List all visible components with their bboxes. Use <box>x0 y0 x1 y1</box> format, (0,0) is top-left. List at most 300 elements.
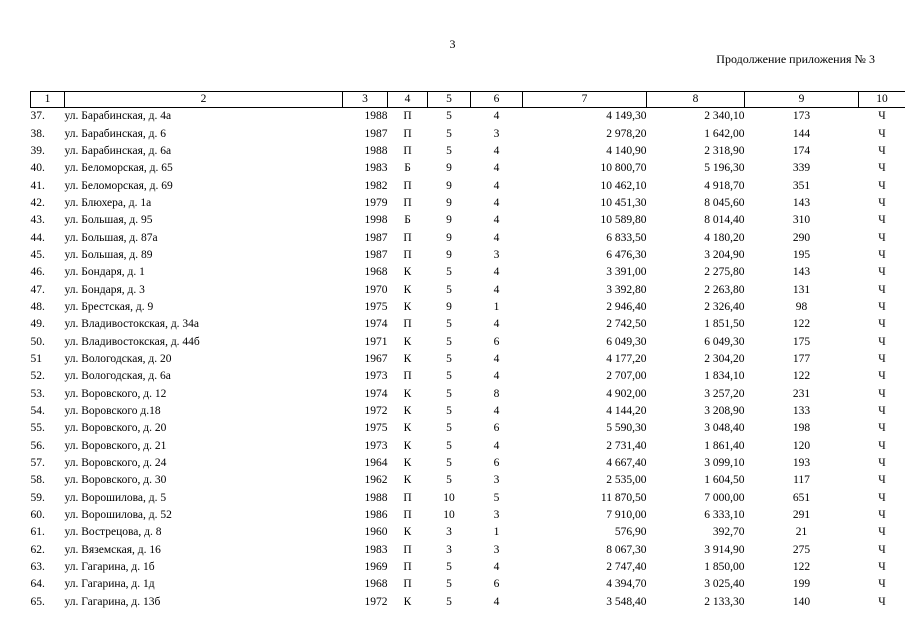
table-row <box>31 559 905 576</box>
cell-total-area: 4 144,20 <box>606 405 647 418</box>
cell-floors: 9 <box>446 248 452 261</box>
table-row <box>31 299 905 316</box>
cell-address: ул. Ворошилова, д. 5 <box>64 491 167 504</box>
cell-total-area: 2 742,50 <box>606 318 647 331</box>
cell-address: ул. Гагарина, д. 1д <box>64 578 155 591</box>
cell-address: ул. Беломорская, д. 69 <box>64 179 173 192</box>
cell-floors: 5 <box>446 144 452 157</box>
cell-residents: 21 <box>795 526 808 539</box>
cell-residents: 290 <box>792 231 811 244</box>
cell-row-number: 54. <box>30 405 45 418</box>
cell-floors: 5 <box>446 370 452 383</box>
cell-wall-material: К <box>403 422 412 435</box>
cell-entrances: 4 <box>493 179 500 192</box>
cell-status: Ч <box>878 335 886 348</box>
cell-entrances: 3 <box>493 248 500 261</box>
table-row <box>31 125 905 142</box>
cell-row-number: 41. <box>30 179 45 192</box>
cell-entrances: 3 <box>493 543 500 556</box>
cell-floors: 5 <box>446 387 452 400</box>
cell-residents: 231 <box>792 387 811 400</box>
cell-address: ул. Бондаря, д. 1 <box>64 266 145 279</box>
cell-living-area: 1 834,10 <box>704 370 745 383</box>
cell-wall-material: К <box>403 335 412 348</box>
table-row <box>31 143 905 160</box>
cell-floors: 5 <box>446 110 452 123</box>
cell-row-number: 51 <box>30 352 42 365</box>
table-row <box>31 438 905 455</box>
cell-total-area: 3 391,00 <box>606 266 647 279</box>
cell-total-area: 2 535,00 <box>606 474 647 487</box>
cell-year-built: 1975 <box>364 422 388 435</box>
cell-year-built: 1973 <box>364 439 388 452</box>
cell-year-built: 1988 <box>364 110 388 123</box>
cell-year-built: 1979 <box>364 196 388 209</box>
cell-entrances: 6 <box>493 335 500 348</box>
cell-wall-material: П <box>403 491 412 504</box>
cell-status: Ч <box>878 352 886 365</box>
table-row <box>31 455 905 472</box>
cell-residents: 143 <box>792 266 811 279</box>
cell-living-area: 1 851,50 <box>704 318 745 331</box>
cell-living-area: 1 604,50 <box>704 474 745 487</box>
cell-wall-material: П <box>403 179 412 192</box>
table-row <box>31 212 905 229</box>
cell-living-area: 4 918,70 <box>704 179 745 192</box>
cell-living-area: 1 861,40 <box>704 439 745 452</box>
cell-total-area: 10 451,30 <box>600 196 647 209</box>
cell-residents: 133 <box>792 405 811 418</box>
cell-living-area: 1 850,00 <box>704 561 745 574</box>
cell-floors: 5 <box>446 457 452 470</box>
cell-floors: 5 <box>446 561 452 574</box>
cell-total-area: 576,90 <box>614 526 647 539</box>
cell-row-number: 37. <box>30 110 45 123</box>
table-row <box>31 247 905 264</box>
cell-entrances: 6 <box>493 422 500 435</box>
cell-residents: 310 <box>792 214 811 227</box>
cell-year-built: 1972 <box>364 405 388 418</box>
column-header: 4 <box>388 92 428 108</box>
cell-row-number: 40. <box>30 162 45 175</box>
cell-total-area: 7 910,00 <box>606 509 647 522</box>
cell-status: Ч <box>878 422 886 435</box>
column-header: 6 <box>471 92 523 108</box>
cell-status: Ч <box>878 231 886 244</box>
table-row <box>31 420 905 437</box>
cell-residents: 177 <box>792 352 811 365</box>
cell-living-area: 6 333,10 <box>704 509 745 522</box>
cell-floors: 5 <box>446 474 452 487</box>
cell-status: Ч <box>878 127 886 140</box>
cell-status: Ч <box>878 526 886 539</box>
cell-year-built: 1987 <box>364 248 388 261</box>
cell-entrances: 4 <box>493 283 500 296</box>
cell-year-built: 1998 <box>364 214 388 227</box>
cell-residents: 144 <box>792 127 811 140</box>
cell-address: ул. Владивостокская, д. 34а <box>64 318 200 331</box>
cell-year-built: 1988 <box>364 491 388 504</box>
cell-living-area: 5 196,30 <box>704 162 745 175</box>
cell-entrances: 4 <box>493 110 500 123</box>
cell-year-built: 1969 <box>364 561 388 574</box>
table-row <box>31 177 905 194</box>
cell-row-number: 44. <box>30 231 45 244</box>
cell-total-area: 4 149,30 <box>606 110 647 123</box>
column-header: 9 <box>745 92 859 108</box>
cell-entrances: 4 <box>493 595 500 608</box>
cell-total-area: 4 902,00 <box>606 387 647 400</box>
cell-living-area: 8 045,60 <box>704 196 745 209</box>
cell-address: ул. Беломорская, д. 65 <box>64 162 173 175</box>
cell-wall-material: П <box>403 127 412 140</box>
table-row <box>31 472 905 489</box>
cell-row-number: 52. <box>30 370 45 383</box>
cell-address: ул. Бондаря, д. 3 <box>64 283 145 296</box>
cell-wall-material: К <box>403 474 412 487</box>
cell-entrances: 4 <box>493 144 500 157</box>
cell-residents: 173 <box>792 110 811 123</box>
cell-entrances: 8 <box>493 387 500 400</box>
table-header <box>31 92 905 108</box>
cell-wall-material: К <box>403 457 412 470</box>
cell-row-number: 56. <box>30 439 45 452</box>
cell-year-built: 1987 <box>364 231 388 244</box>
cell-floors: 5 <box>446 335 452 348</box>
cell-floors: 9 <box>446 196 452 209</box>
cell-total-area: 4 394,70 <box>606 578 647 591</box>
cell-address: ул. Ворошилова, д. 52 <box>64 509 172 522</box>
cell-year-built: 1972 <box>364 595 388 608</box>
cell-row-number: 38. <box>30 127 45 140</box>
cell-wall-material: П <box>403 318 412 331</box>
cell-floors: 5 <box>446 127 452 140</box>
cell-floors: 3 <box>446 526 452 539</box>
cell-residents: 175 <box>792 335 811 348</box>
cell-address: ул. Вологодская, д. 6а <box>64 370 171 383</box>
table-row <box>31 108 905 126</box>
cell-wall-material: Б <box>404 214 411 227</box>
cell-entrances: 5 <box>493 491 500 504</box>
cell-wall-material: К <box>403 283 412 296</box>
cell-total-area: 8 067,30 <box>606 543 647 556</box>
cell-residents: 339 <box>792 162 811 175</box>
cell-total-area: 2 946,40 <box>606 300 647 313</box>
cell-floors: 5 <box>446 578 452 591</box>
cell-floors: 5 <box>446 352 452 365</box>
cell-total-area: 2 978,20 <box>606 127 647 140</box>
cell-status: Ч <box>878 491 886 504</box>
cell-entrances: 3 <box>493 127 500 140</box>
cell-wall-material: К <box>403 387 412 400</box>
cell-residents: 199 <box>792 578 811 591</box>
cell-total-area: 5 590,30 <box>606 422 647 435</box>
cell-year-built: 1983 <box>364 543 388 556</box>
column-header: 10 <box>859 92 905 108</box>
cell-residents: 351 <box>792 179 811 192</box>
cell-living-area: 3 914,90 <box>704 543 745 556</box>
cell-row-number: 49. <box>30 318 45 331</box>
cell-row-number: 50. <box>30 335 45 348</box>
cell-row-number: 59. <box>30 491 45 504</box>
cell-row-number: 55. <box>30 422 45 435</box>
cell-entrances: 4 <box>493 561 500 574</box>
cell-year-built: 1968 <box>364 266 388 279</box>
cell-address: ул. Большая, д. 95 <box>64 214 153 227</box>
cell-row-number: 39. <box>30 144 45 157</box>
table-row <box>31 264 905 281</box>
cell-entrances: 4 <box>493 318 500 331</box>
cell-residents: 140 <box>792 595 811 608</box>
column-header: 2 <box>65 92 343 108</box>
table-row <box>31 507 905 524</box>
cell-floors: 5 <box>446 266 452 279</box>
cell-total-area: 3 548,40 <box>606 595 647 608</box>
cell-residents: 122 <box>792 370 811 383</box>
cell-entrances: 4 <box>493 214 500 227</box>
table-row <box>31 281 905 298</box>
cell-residents: 291 <box>792 509 811 522</box>
table-row <box>31 576 905 593</box>
cell-floors: 10 <box>443 509 455 522</box>
cell-entrances: 4 <box>493 162 500 175</box>
cell-floors: 5 <box>446 318 452 331</box>
cell-living-area: 1 642,00 <box>704 127 745 140</box>
cell-status: Ч <box>878 300 886 313</box>
cell-status: Ч <box>878 405 886 418</box>
cell-year-built: 1970 <box>364 283 388 296</box>
cell-row-number: 47. <box>30 283 45 296</box>
cell-entrances: 3 <box>493 509 500 522</box>
table-row <box>31 386 905 403</box>
cell-year-built: 1964 <box>364 457 388 470</box>
cell-total-area: 11 870,50 <box>600 491 647 504</box>
cell-year-built: 1987 <box>364 127 388 140</box>
cell-status: Ч <box>878 561 886 574</box>
cell-wall-material: К <box>403 405 412 418</box>
table-row <box>31 594 905 611</box>
cell-living-area: 3 099,10 <box>704 457 745 470</box>
cell-year-built: 1982 <box>364 179 388 192</box>
cell-residents: 131 <box>792 283 811 296</box>
cell-wall-material: П <box>403 231 412 244</box>
cell-living-area: 392,70 <box>712 526 745 539</box>
cell-living-area: 2 133,30 <box>704 595 745 608</box>
cell-status: Ч <box>878 387 886 400</box>
cell-entrances: 4 <box>493 352 500 365</box>
cell-entrances: 1 <box>493 300 500 313</box>
cell-wall-material: П <box>403 110 412 123</box>
cell-address: ул. Воровского, д. 21 <box>64 439 167 452</box>
cell-status: Ч <box>878 196 886 209</box>
cell-floors: 10 <box>443 491 455 504</box>
cell-address: ул. Брестская, д. 9 <box>64 300 154 313</box>
cell-total-area: 6 049,30 <box>606 335 647 348</box>
cell-entrances: 6 <box>493 457 500 470</box>
cell-row-number: 64. <box>30 578 45 591</box>
column-header: 8 <box>647 92 745 108</box>
cell-entrances: 4 <box>493 231 500 244</box>
cell-living-area: 4 180,20 <box>704 231 745 244</box>
cell-row-number: 63. <box>30 561 45 574</box>
cell-floors: 9 <box>446 214 452 227</box>
cell-floors: 5 <box>446 595 452 608</box>
cell-entrances: 3 <box>493 474 500 487</box>
cell-wall-material: Б <box>404 162 411 175</box>
column-header: 3 <box>343 92 388 108</box>
cell-wall-material: К <box>403 595 412 608</box>
cell-address: ул. Вяземская, д. 16 <box>64 543 161 556</box>
cell-living-area: 2 304,20 <box>704 352 745 365</box>
cell-status: Ч <box>878 474 886 487</box>
cell-status: Ч <box>878 543 886 556</box>
cell-residents: 275 <box>792 543 811 556</box>
cell-floors: 5 <box>446 405 452 418</box>
cell-row-number: 45. <box>30 248 45 261</box>
cell-status: Ч <box>878 214 886 227</box>
cell-living-area: 3 025,40 <box>704 578 745 591</box>
cell-entrances: 4 <box>493 196 500 209</box>
cell-residents: 120 <box>792 439 811 452</box>
cell-year-built: 1971 <box>364 335 388 348</box>
cell-status: Ч <box>878 457 886 470</box>
cell-residents: 122 <box>792 318 811 331</box>
cell-wall-material: П <box>403 578 412 591</box>
cell-wall-material: К <box>403 300 412 313</box>
cell-year-built: 1967 <box>364 352 388 365</box>
cell-floors: 5 <box>446 283 452 296</box>
table-row <box>31 316 905 333</box>
column-header: 1 <box>31 92 65 108</box>
cell-row-number: 57. <box>30 457 45 470</box>
cell-residents: 117 <box>793 474 810 487</box>
cell-status: Ч <box>878 248 886 261</box>
table-row <box>31 351 905 368</box>
cell-entrances: 1 <box>493 526 500 539</box>
cell-address: ул. Владивостокская, д. 44б <box>64 335 200 348</box>
cell-address: ул. Барабинская, д. 6а <box>64 144 172 157</box>
table-row <box>31 403 905 420</box>
cell-living-area: 6 049,30 <box>704 335 745 348</box>
cell-row-number: 42. <box>30 196 45 209</box>
cell-wall-material: П <box>403 196 412 209</box>
cell-living-area: 2 275,80 <box>704 266 745 279</box>
cell-status: Ч <box>878 110 886 123</box>
appendix-caption: Продолжение приложения № 3 <box>716 52 875 66</box>
table-row <box>31 542 905 559</box>
cell-row-number: 62. <box>30 543 45 556</box>
page-number: 3 <box>449 37 456 51</box>
table-row <box>31 333 905 350</box>
cell-entrances: 4 <box>493 370 500 383</box>
cell-year-built: 1960 <box>364 526 388 539</box>
cell-living-area: 2 263,80 <box>704 283 745 296</box>
cell-year-built: 1962 <box>364 474 388 487</box>
cell-wall-material: К <box>403 526 412 539</box>
cell-year-built: 1974 <box>364 318 388 331</box>
cell-year-built: 1973 <box>364 370 388 383</box>
cell-total-area: 3 392,80 <box>606 283 647 296</box>
cell-living-area: 2 340,10 <box>704 110 745 123</box>
cell-floors: 5 <box>446 422 452 435</box>
cell-wall-material: П <box>403 509 412 522</box>
cell-residents: 143 <box>792 196 811 209</box>
cell-floors: 9 <box>446 179 452 192</box>
column-header: 7 <box>523 92 647 108</box>
table-row <box>31 524 905 541</box>
cell-row-number: 53. <box>30 387 45 400</box>
buildings-table <box>30 91 905 611</box>
cell-living-area: 2 318,90 <box>704 144 745 157</box>
cell-year-built: 1988 <box>364 144 388 157</box>
cell-year-built: 1986 <box>364 509 388 522</box>
table-body <box>31 108 905 611</box>
cell-year-built: 1968 <box>364 578 388 591</box>
cell-address: ул. Воровского, д. 30 <box>64 474 167 487</box>
cell-address: ул. Воровского, д. 20 <box>64 422 167 435</box>
cell-status: Ч <box>878 144 886 157</box>
cell-floors: 9 <box>446 162 452 175</box>
cell-residents: 174 <box>792 144 811 157</box>
cell-total-area: 10 462,10 <box>600 179 647 192</box>
cell-address: ул. Большая, д. 89 <box>64 248 153 261</box>
cell-row-number: 48. <box>30 300 45 313</box>
cell-address: ул. Гагарина, д. 1б <box>64 561 155 574</box>
cell-total-area: 6 476,30 <box>606 248 647 261</box>
table-row <box>31 229 905 246</box>
cell-total-area: 10 800,70 <box>600 162 647 175</box>
cell-living-area: 3 048,40 <box>704 422 745 435</box>
cell-floors: 9 <box>446 231 452 244</box>
cell-entrances: 4 <box>493 266 500 279</box>
cell-address: ул. Воровского, д. 24 <box>64 457 167 470</box>
cell-status: Ч <box>878 509 886 522</box>
cell-total-area: 4 177,20 <box>606 352 647 365</box>
cell-row-number: 65. <box>30 595 45 608</box>
cell-residents: 198 <box>792 422 811 435</box>
cell-status: Ч <box>878 283 886 296</box>
cell-address: ул. Вологодская, д. 20 <box>64 352 172 365</box>
cell-living-area: 3 257,20 <box>704 387 745 400</box>
cell-residents: 122 <box>792 561 811 574</box>
cell-wall-material: К <box>403 266 412 279</box>
cell-year-built: 1983 <box>364 162 388 175</box>
cell-wall-material: П <box>403 248 412 261</box>
cell-status: Ч <box>878 162 886 175</box>
cell-address: ул. Большая, д. 87а <box>64 231 158 244</box>
cell-row-number: 60. <box>30 509 45 522</box>
cell-residents: 195 <box>792 248 811 261</box>
cell-address: ул. Воровского, д. 12 <box>64 387 167 400</box>
cell-residents: 98 <box>795 300 808 313</box>
cell-residents: 651 <box>792 491 811 504</box>
table-row <box>31 490 905 507</box>
cell-total-area: 2 707,00 <box>606 370 647 383</box>
cell-address: ул. Барабинская, д. 4а <box>64 110 172 123</box>
cell-row-number: 46. <box>30 266 45 279</box>
cell-row-number: 61. <box>30 526 45 539</box>
cell-row-number: 58. <box>30 474 45 487</box>
cell-status: Ч <box>878 595 886 608</box>
table-row <box>31 368 905 385</box>
cell-year-built: 1974 <box>364 387 388 400</box>
cell-status: Ч <box>878 370 886 383</box>
cell-entrances: 4 <box>493 405 500 418</box>
cell-total-area: 4 667,40 <box>606 457 647 470</box>
cell-total-area: 2 747,40 <box>606 561 647 574</box>
cell-living-area: 3 208,90 <box>704 405 745 418</box>
cell-address: ул. Гагарина, д. 13б <box>64 595 161 608</box>
